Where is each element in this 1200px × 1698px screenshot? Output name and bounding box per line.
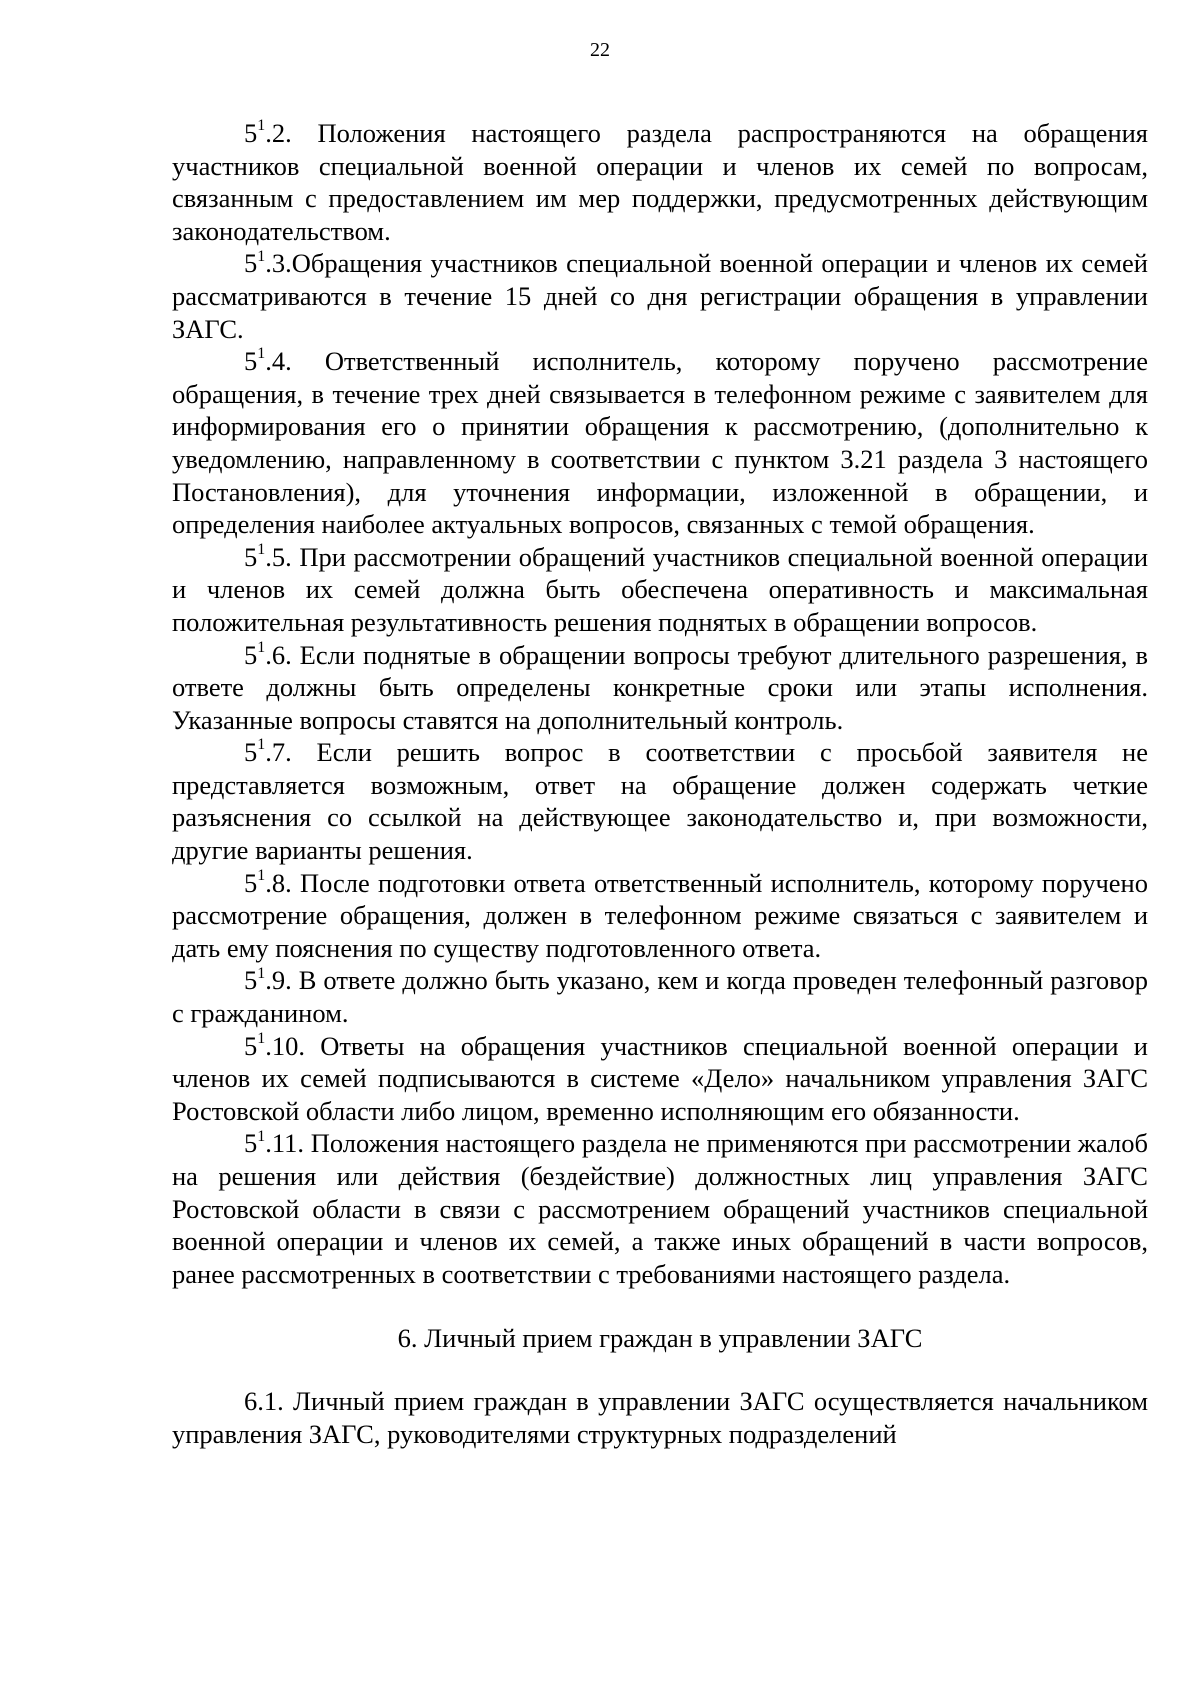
- paragraph-text: При рассмотрении обращений участников специальной военной операции и членов их семей должна быть обеспечена оперативность и максимальная положительная результативность решения поднятых в обращении вопросов.: [172, 541, 1148, 637]
- paragraph-text: После подготовки ответа ответственный исполнитель, которому поручено рассмотрение обращения, должен в телефонном режиме связаться с заявителем и дать ему пояснения по существу подготовленного ответа.: [172, 867, 1148, 963]
- paragraph-text: Если поднятые в обращении вопросы требуют длительного разрешения, в ответе должны быть определены конкретные сроки или этапы исполнения. Указанные вопросы ставятся на дополнительный контроль.: [172, 639, 1148, 735]
- document-body: [172, 117, 1148, 1450]
- paragraph-number: $5^1.5$.: [244, 540, 292, 572]
- paragraph-text: Положения настоящего раздела не применяются при рассмотрении жалоб на решения или действия (бездействие) должностных лиц управления ЗАГС Ростовской области в связи с рассмотрением обращений участников специальной военной операции и членов их семей, а также иных обращений в части вопросов, ранее рассмотренных в соответствии с требованиями настоящего раздела.: [172, 1128, 1148, 1289]
- page-number: 22: [590, 39, 610, 61]
- paragraph-5-1-8: [172, 867, 1148, 965]
- paragraph-number: $5^1.9$.: [244, 964, 292, 996]
- paragraph-5-1-4: [172, 345, 1148, 541]
- paragraph-number: $5^1.4$.: [244, 345, 292, 377]
- paragraph-text: Личный прием граждан в управлении ЗАГС осуществляется начальником управления ЗАГС, руководителями структурных подразделений: [172, 1385, 1148, 1449]
- paragraph-text: Ответы на обращения участников специальной военной операции и членов их семей подписываются в системе «Дело» начальником управления ЗАГС Ростовской области либо лицом, временно исполняющим его обязанности.: [172, 1030, 1148, 1126]
- paragraph-5-1-7: [172, 736, 1148, 866]
- paragraph-number: $5^1.10$.: [244, 1029, 305, 1061]
- paragraph-text: Положения настоящего раздела распространяются на обращения участников специальной военной операции и членов их семей по вопросам, связанным с предоставлением им мер поддержки, предусмотренных действующим законодательством.: [172, 118, 1148, 246]
- paragraph-5-1-2: [172, 117, 1148, 247]
- paragraph-text: В ответе должно быть указано, кем и когда проведен телефонный разговор с гражданином.: [172, 965, 1148, 1029]
- paragraph-number: $5^1.3$.: [244, 247, 292, 279]
- paragraph-number: $5^1.8$.: [244, 866, 292, 898]
- paragraph-number: $5^1.7$.: [244, 736, 292, 768]
- paragraph-5-1-3: [172, 247, 1148, 345]
- paragraph-text: Ответственный исполнитель, которому поручено рассмотрение обращения, в течение трех дней связывается в телефонном режиме с заявителем для информирования его о принятии обращения к рассмотрению, (дополнительно к уведомлению, направленному в соответствии с пунктом 3.21 раздела 3 настоящего Постановления), для уточнения информации, изложенной в обращении, и определения наиболее актуальных вопросов, связанных с темой обращения.: [172, 346, 1148, 540]
- paragraph-number: 6.1.: [244, 1385, 284, 1416]
- paragraph-text: Обращения участников специальной военной операции и членов их семей рассматриваются в течение 15 дней со дня регистрации обращения в управлении ЗАГС.: [172, 248, 1148, 344]
- section-heading: 6. Личный прием граждан в управлении ЗАГС: [397, 1323, 923, 1354]
- paragraph-5-1-11: [172, 1127, 1148, 1290]
- paragraph-number: $5^1.6$.: [244, 638, 292, 670]
- paragraph-5-1-5: [172, 541, 1148, 639]
- paragraph-5-1-6: [172, 639, 1148, 737]
- paragraph-5-1-9: [172, 964, 1148, 1029]
- paragraph-6-1: [172, 1385, 1148, 1450]
- paragraph-number: $5^1.11$.: [244, 1127, 305, 1159]
- paragraph-number: $5^1.2$.: [244, 117, 292, 148]
- paragraph-5-1-10: [172, 1030, 1148, 1128]
- paragraph-text: Если решить вопрос в соответствии с просьбой заявителя не представляется возможным, ответ на обращение должен содержать четкие разъяснения со ссылкой на действующее законодательство и, при возможности, другие варианты решения.: [172, 737, 1148, 866]
